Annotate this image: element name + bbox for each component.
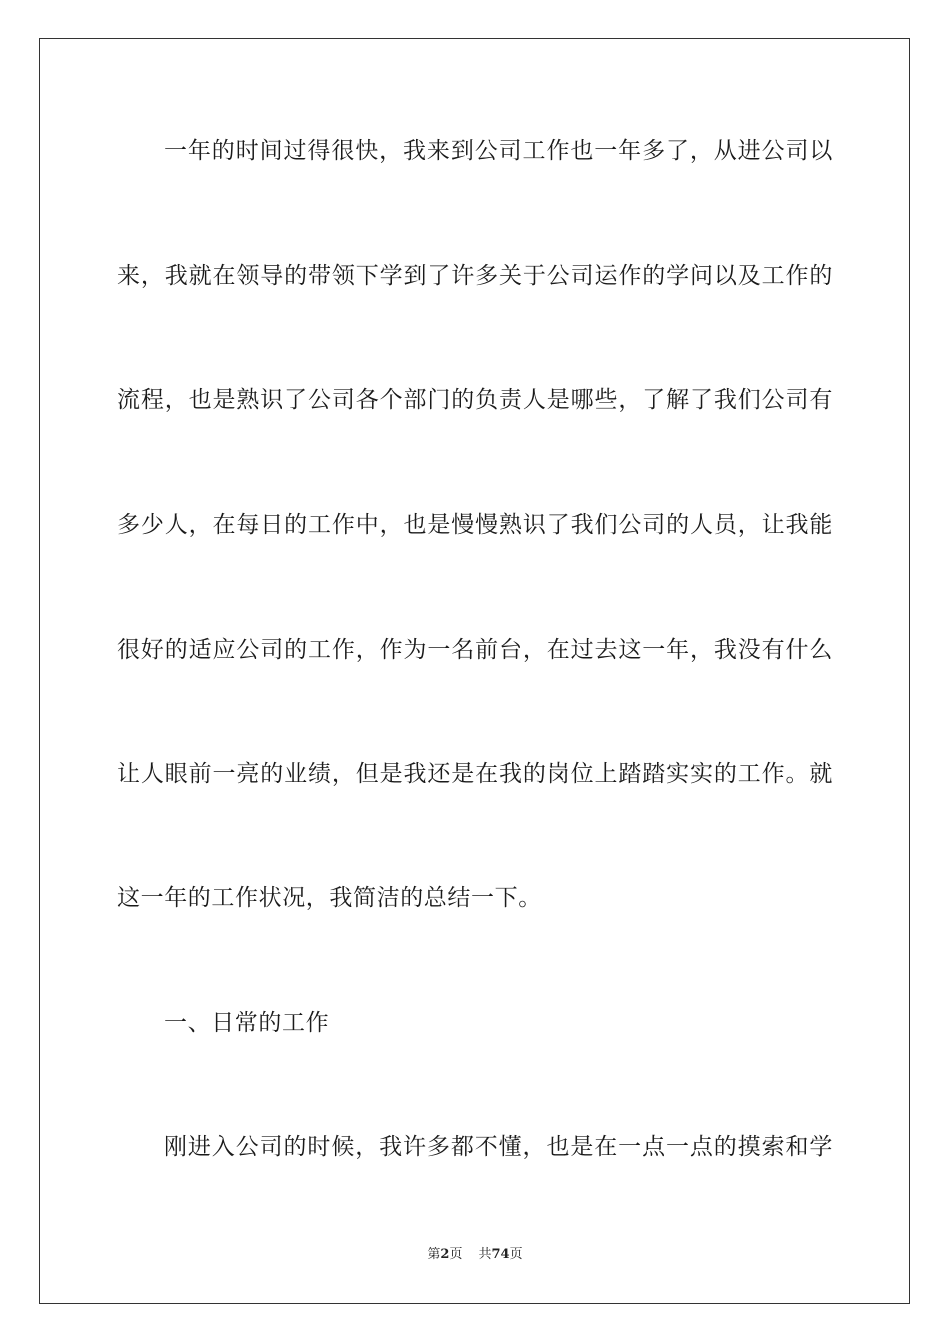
section-heading: 一、日常的工作	[164, 1010, 330, 1036]
footer-total-suffix: 页	[509, 1247, 523, 1262]
footer-page-number: 2	[440, 1247, 450, 1262]
paragraph-line-3: 流程，也是熟识了公司各个部门的负责人是哪些，了解了我们公司有	[117, 387, 833, 413]
footer-page-suffix: 页	[449, 1247, 463, 1262]
paragraph-line-6: 让人眼前一亮的业绩，但是我还是在我的岗位上踏踏实实的工作。就	[117, 761, 833, 787]
paragraph-line-2: 来，我就在领导的带领下学到了许多关于公司运作的学问以及工作的	[117, 263, 833, 289]
footer-total-pages: 74	[491, 1247, 510, 1262]
footer-page-prefix: 第	[427, 1247, 441, 1262]
paragraph-line-8: 刚进入公司的时候，我许多都不懂，也是在一点一点的摸索和学	[164, 1134, 833, 1160]
footer-total-prefix: 共	[478, 1247, 492, 1262]
paragraph-line-7: 这一年的工作状况，我简洁的总结一下。	[117, 885, 542, 911]
page-border	[39, 38, 910, 1304]
paragraph-line-1: 一年的时间过得很快，我来到公司工作也一年多了，从进公司以	[164, 138, 833, 164]
paragraph-line-4: 多少人，在每日的工作中，也是慢慢熟识了我们公司的人员，让我能	[117, 512, 833, 538]
paragraph-line-5: 很好的适应公司的工作，作为一名前台，在过去这一年，我没有什么	[117, 637, 833, 663]
page-footer	[0, 1246, 950, 1264]
